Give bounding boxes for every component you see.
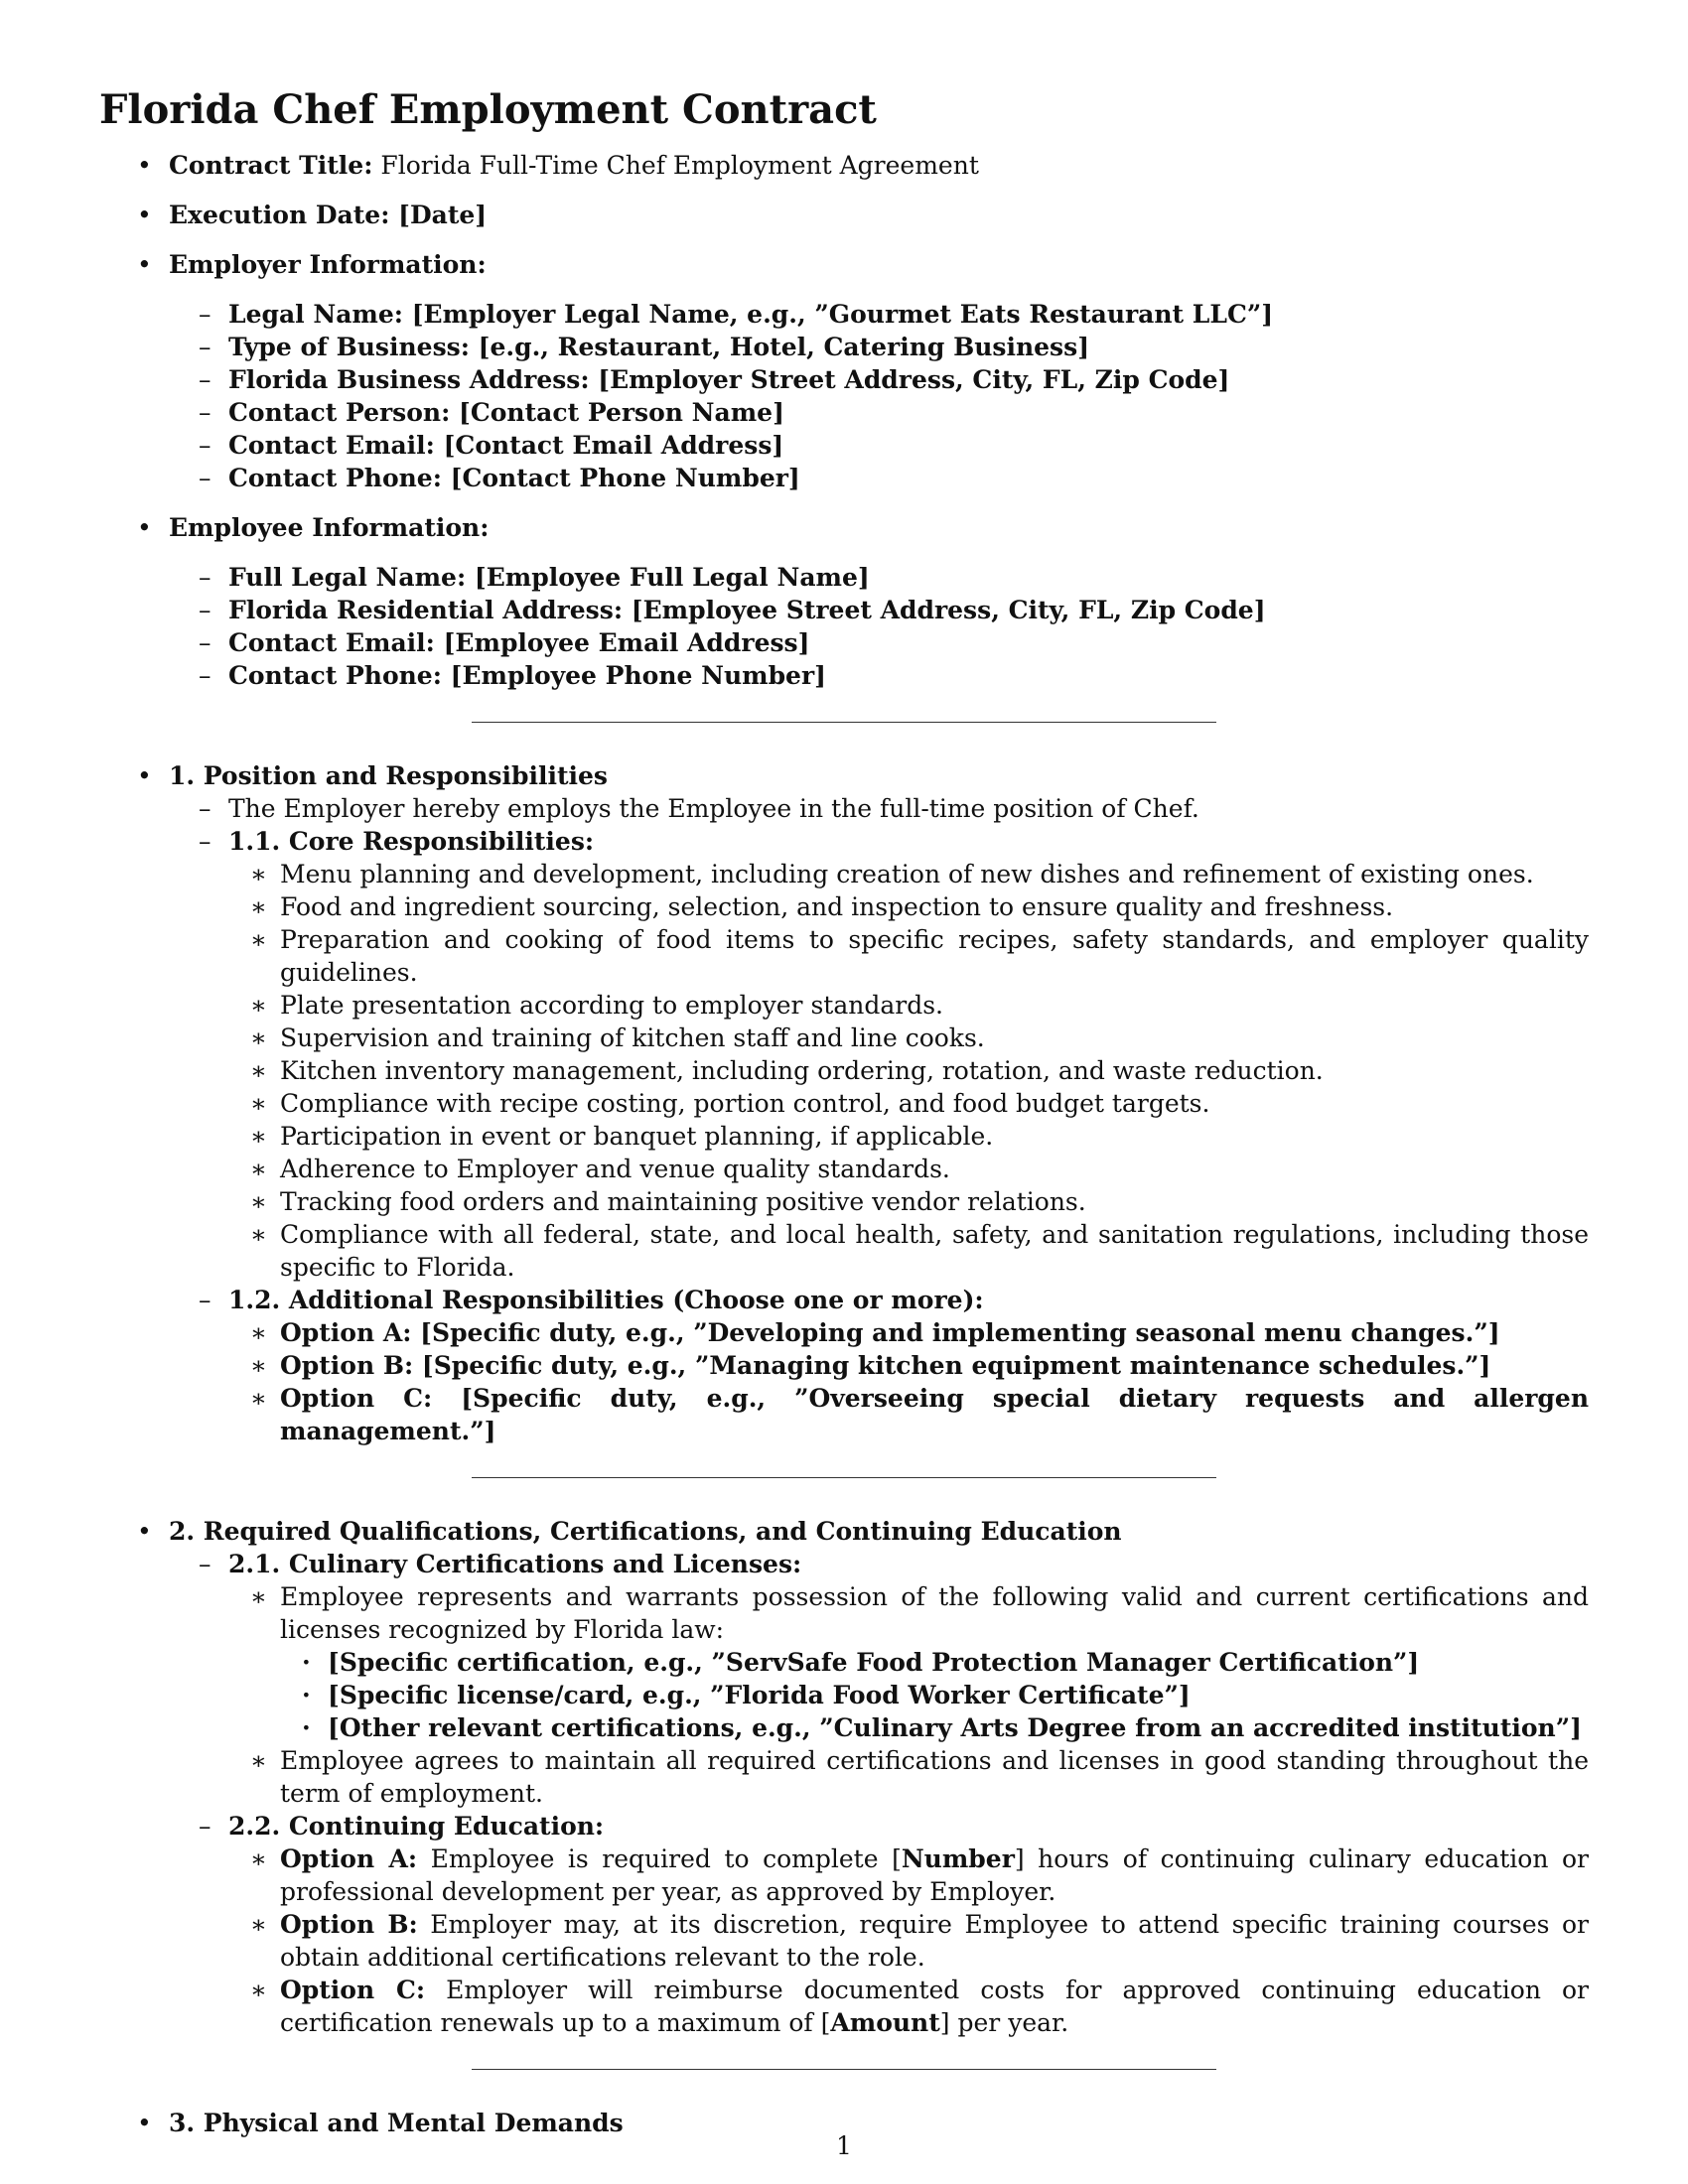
list-item: ∗ Option C: [Specific duty, e.g., ”Overseeing special dietary requests and allergen management.”] xyxy=(228,1382,1589,1447)
contract-title-item xyxy=(99,149,1589,182)
subsection-heading: 2.1. Culinary Certifications and Licenses: xyxy=(228,1550,802,1578)
list-item: – The Employer hereby employs the Employee in the full-time position of Chef. xyxy=(169,792,1589,825)
list-item: ∗ Option A: [Specific duty, e.g., ”Developing and implementing seasonal menu changes.”] xyxy=(228,1316,1589,1349)
list-item: · [Specific license/card, e.g., ”Florida Food Worker Certificate”] xyxy=(280,1679,1589,1711)
list-item: ∗ Compliance with recipe costing, portion control, and food budget targets. xyxy=(228,1087,1589,1120)
employer-info-list xyxy=(169,298,1589,494)
list-item: ∗ Kitchen inventory management, including ordering, rotation, and waste reduction. xyxy=(228,1054,1589,1087)
list-item: ∗ Participation in event or banquet planning, if applicable. xyxy=(228,1120,1589,1153)
list-item: ∗ Preparation and cooking of food items to specific recipes, safety standards, and employer quality guidelines. xyxy=(228,923,1589,989)
list-item: – Contact Email: [Contact Email Address] xyxy=(169,429,1589,462)
list-item: ∗ Compliance with all federal, state, and local health, safety, and sanitation regulations, including those specific to Florida. xyxy=(228,1218,1589,1284)
section-2 xyxy=(99,1515,1589,2039)
contract-title-value: Florida Full-Time Chef Employment Agreement xyxy=(372,151,979,180)
section-heading: 3. Physical and Mental Demands xyxy=(169,2109,624,2137)
subsection-heading: 1.1. Core Responsibilities: xyxy=(228,827,595,856)
list-item: ∗ Employee agrees to maintain all required certifications and licenses in good standing throughout the term of employment. xyxy=(228,1744,1589,1810)
employer-info-label: Employer Information: xyxy=(169,250,487,279)
execution-date-item: • Execution Date: [Date] xyxy=(99,199,1589,231)
employee-info-list xyxy=(169,561,1589,692)
section-heading: 1. Position and Responsibilities xyxy=(169,761,608,790)
section-divider xyxy=(472,722,1216,723)
employee-info-item xyxy=(99,511,1589,692)
list-item: ∗ Option A: Employee is required to complete [Number] hours of continuing culinary education or professional development per year, as approved by Employer. xyxy=(228,1843,1589,1908)
list-item: – Type of Business: [e.g., Restaurant, Hotel, Catering Business] xyxy=(169,331,1589,363)
list-item: · [Specific certification, e.g., ”ServSafe Food Protection Manager Certification”] xyxy=(280,1646,1589,1679)
section-divider xyxy=(472,1477,1216,1478)
section-heading: 2. Required Qualifications, Certifications, and Continuing Education xyxy=(169,1517,1122,1546)
list-item: – Legal Name: [Employer Legal Name, e.g., ”Gourmet Eats Restaurant LLC”] xyxy=(169,298,1589,331)
list-item: ∗ Option C: Employer will reimburse documented costs for approved continuing education or certification renewals up to a maximum of [Amount] per year. xyxy=(228,1974,1589,2039)
list-item: ∗ Adherence to Employer and venue quality standards. xyxy=(228,1153,1589,1185)
list-item: ∗ Tracking food orders and maintaining positive vendor relations. xyxy=(228,1185,1589,1218)
employee-info-label: Employee Information: xyxy=(169,513,490,542)
header-list xyxy=(99,149,1589,692)
subsection-heading: 1.2. Additional Responsibilities (Choose one or more): xyxy=(228,1286,984,1314)
list-item: ∗ Plate presentation according to employer standards. xyxy=(228,989,1589,1022)
core-responsibilities-list xyxy=(228,858,1589,1284)
list-item: – Florida Residential Address: [Employee Street Address, City, FL, Zip Code] xyxy=(169,594,1589,626)
list-item: · [Other relevant certifications, e.g., ”Culinary Arts Degree from an accredited institution”] xyxy=(280,1711,1589,1744)
contract-title-label: Contract Title: xyxy=(169,151,373,180)
page-number: 1 xyxy=(836,2131,852,2160)
document-title: Florida Chef Employment Contract xyxy=(99,86,877,133)
list-item: ∗ Menu planning and development, including creation of new dishes and refinement of existing ones. xyxy=(228,858,1589,890)
list-item: ∗ Option B: Employer may, at its discretion, require Employee to attend specific training courses or obtain additional certifications relevant to the role. xyxy=(228,1908,1589,1974)
list-item: ∗ Supervision and training of kitchen staff and line cooks. xyxy=(228,1022,1589,1054)
continuing-education-list xyxy=(228,1843,1589,2039)
subsection-heading: 2.2. Continuing Education: xyxy=(228,1812,605,1841)
list-item: – Contact Person: [Contact Person Name] xyxy=(169,396,1589,429)
list-item: – Full Legal Name: [Employee Full Legal Name] xyxy=(169,561,1589,594)
list-item: – Florida Business Address: [Employer Street Address, City, FL, Zip Code] xyxy=(169,363,1589,396)
list-item: – Contact Phone: [Contact Phone Number] xyxy=(169,462,1589,494)
list-item: ∗ Food and ingredient sourcing, selection, and inspection to ensure quality and freshness. xyxy=(228,890,1589,923)
additional-responsibilities-list xyxy=(228,1316,1589,1447)
list-item: – Contact Phone: [Employee Phone Number] xyxy=(169,659,1589,692)
section-divider xyxy=(472,2069,1216,2070)
list-item: ∗ Option B: [Specific duty, e.g., ”Managing kitchen equipment maintenance schedules.”] xyxy=(228,1349,1589,1382)
employer-info-item xyxy=(99,248,1589,494)
certifications-list xyxy=(280,1646,1589,1744)
section-1 xyxy=(99,759,1589,1447)
list-item: ∗ Employee represents and warrants possession of the following valid and current certifications and licenses recognized by Florida law: · [Specific certification, e.g., ”ServSafe Food Protection Manager Certification”] · [Specific license/card, e.g., ”Florida Food Worker Certificate”] · [Other relevant certifications, e.g., ”Culinary Arts Degree from an accredited institution”] xyxy=(228,1580,1589,1744)
list-item: – Contact Email: [Employee Email Address] xyxy=(169,626,1589,659)
